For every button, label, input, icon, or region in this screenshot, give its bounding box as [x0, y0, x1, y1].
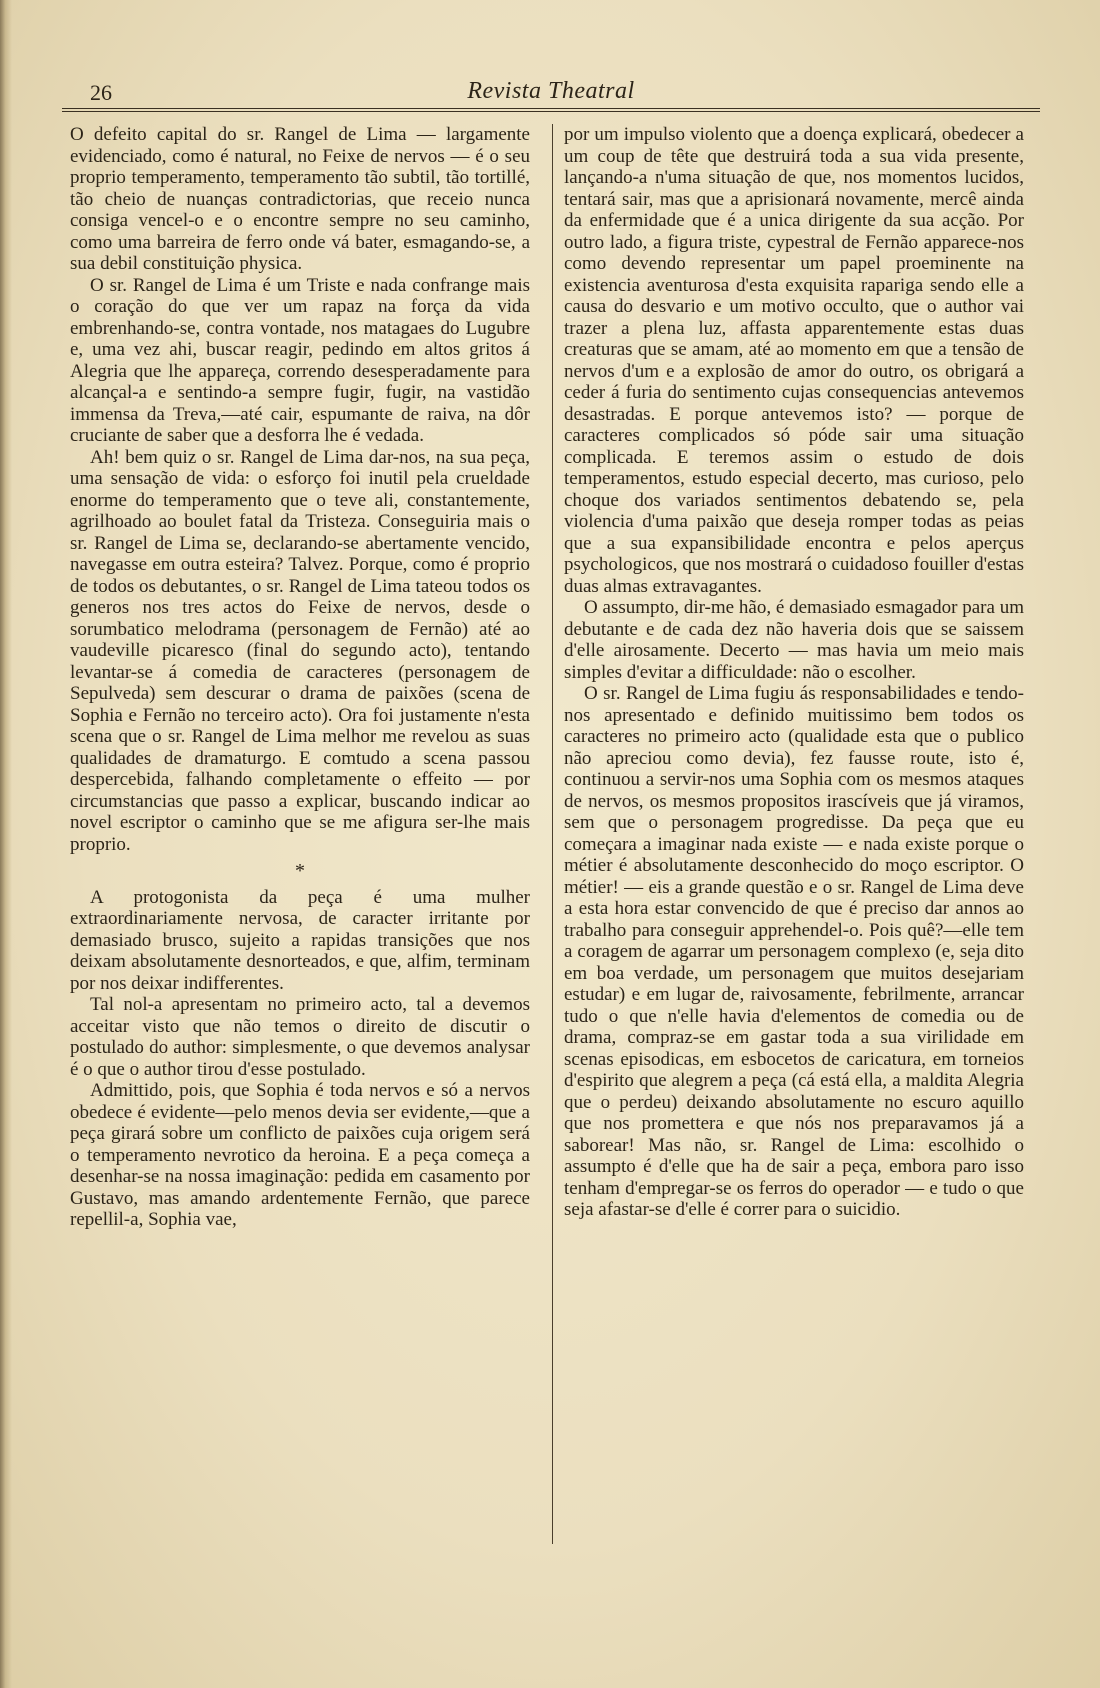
header-rule: [62, 108, 1040, 112]
right-column: [564, 124, 1024, 1221]
paragraph: O defeito capital do sr. Rangel de Lima — largamente evidenciado, como é natural, no Feixe de nervos — é o seu proprio temperamento, temperamento tão subtil, tão tortillé, tão cheio de nuanças contradictorias, que receio nunca consiga vencel-o e o encontre sempre no seu caminho, como uma barreira de ferro onde vá bater, esmagando-se, a sua debil constituição physica.: [70, 124, 530, 274]
paragraph: por um impulso violento que a doença explicará, obedecer a um coup de tête que destruirá toda a sua vida presente, lançando-a n'uma situação de que, nos momentos lucidos, tentará sair, mas que a aprisionará novamente, mercê ainda da enfermidade que é a unica dirigente da sua acção. Por outro lado, a figura triste, cypestral de Fernão apparece-nos como devendo representar um papel proeminente na existencia aventurosa d'esta exquisita raparigа sendo elle a causa do desvario e um motivo occulto, que o author vai trazer a plena luz, affasta apparentemente estas duas creaturas que se amam, até ao momento em que a tensão de nervos d'um e a explosão de amor do outro, os obrigará a ceder á furia do sentimento cujas consequencias antevemos desastradas. E porque antevemos isto? — porque de caracteres complicados só póde sair uma situação complicada. E teremos assim o estudo de dois temperamentos, estudo especial decerto, mas curioso, pelo choque dos variados sentimentos debatendo se, pela violencia d'uma paixão que deseja romper todas as peias que a sua expansibilidade encontra e pelos aperçus psychologicos, que nos mostrará o cuidadoso fouiller d'estas duas almas extravagantes.: [564, 124, 1024, 597]
paragraph: Tal nol-a apresentam no primeiro acto, tal a devemos acceitar visto que não temos o direito de discutir o postulado do author: simplesmente, o que devemos analysar é o que o author tirou d'esse postulado.: [70, 994, 530, 1080]
paragraph: Admittido, pois, que Sophia é toda nervos e só a nervos obedece é evidente—pelo menos devia ser evidente,—que a peça girará sobre um conflicto de paixões cuja origem será o temperamento nevrotico da heroina. E a peça começa a desenhar-se na nossa imaginação: pedida em casamento por Gustavo, mas amando ardentemente Fernão, que parece repellil-a, Sophia vae,: [70, 1080, 530, 1230]
running-header: [62, 78, 1040, 108]
left-column: [70, 124, 530, 1231]
paragraph: O sr. Rangel de Lima é um Triste e nada confrange mais o coração do que ver um rapaz na força da vida embrenhando-se, contra vontade, nos matagaes do Lugubre e, uma vez ahi, buscar reagir, pedindo em altos gritos á Alegria que lhe appareça, correndo desesperadamente para alcançal-a e sentindo-a sempre fugir, fugir, na vastidão immensa da Treva,—até cair, espumante de raiva, na dôr cruciante de saber que a desforra lhe é vedada.: [70, 274, 530, 446]
binding-edge: [0, 0, 12, 1688]
column-divider: [552, 124, 553, 1544]
paragraph: Ah! bem quiz o sr. Rangel de Lima dar-nos, na sua peça, uma sensação de vida: o esforço foi inutil pela crueldade enorme do temperamento que o teve ali, constantemente, agrilhoado ao boulet fatal da Tristeza. Conseguiria mais o sr. Rangel de Lima se, declarando-se abertamente vencido, navegasse em outra esteira? Talvez. Porque, como é proprio de todos os debutantes, o sr. Rangel de Lima tateou todos os generos nos tres actos do Feixe de nervos, desde o sorumbatico melodrama (personagem de Fernão) até ao vaudeville picaresco (final do segundo acto), tentando levantar-se á comedia de caracteres (personagem de Sepulveda) sem descurar o drama de paixões (scena de Sophia e Fernão no terceiro acto). Ora foi justamente n'esta scena que o sr. Rangel de Lima melhor me revelou as suas qualidades de dramaturgo. E comtudo a scena passou despercebida, falhando completamente o effeito — por circumstancias que passo a explicar, buscando indicar ao novel escriptor o caminho que se me afigura ser-lhe mais proprio.: [70, 446, 530, 855]
paragraph: A protogonista da peça é uma mulher extraordinariamente nervosa, de caracter irritante por demasiado brusco, sujeito a rapidas transições que nos deixam absolutamente desnorteados, e que, alfim, terminam por nos deixar indifferentes.: [70, 886, 530, 994]
paragraph: O assumpto, dir-me hão, é demasiado esmagador para um debutante e de cada dez não haveria dois que se saissem d'elle airosamente. Decerto — mas havia um meio mais simples d'evitar a difficuldade: não o escolher.: [564, 597, 1024, 683]
page-number: 26: [90, 80, 112, 105]
paragraph: O sr. Rangel de Lima fugiu ás responsabilidades e tendo-nos apresentado e definido muitissimo bem todos os caracteres no primeiro acto (qualidade esta que o publico não apreciou como devia), fez fausse route, isto é, continuou a servir-nos uma Sophia com os mesmos ataques de nervos, os mesmos propositos irascíveis que já viramos, sem que o personagem progredisse. Da peça que eu começara a imaginar nada existe — e nada existe porque o métier é absolutamente desconhecido do moço escriptor. O métier! — eis a grande questão e o sr. Rangel de Lima deve a esta hora estar convencido de que é preciso dar annos ao trabalho para conseguir apprehendel-o. Pois quê?—elle tem a coragem de agarrar um personagem complexo (e, seja dito em boa verdade, um personagem que muitos desejariam estudar) e em lugar de, raivosamente, febrilmente, arrancar tudo o que n'elle havia d'elementos de comedia ou de drama, compraz-se em gastar toda a sua virilidade em scenas episodicas, em esbocetos de caricatura, em torneios d'espirito que alegrem a peça (cá está ella, a maldita Alegria que o perdeu) deixando absolutamente no escuro aquillo que nos promettera e que nós nos preparavamos já a saborear! Mas não, sr. Rangel de Lima: escolhido o assumpto é d'elle que ha de sair a peça, embora paro isso tenham d'empregar-se os ferros do operador — e tudo o que seja afastar-se d'elle é correr para o suicidio.: [564, 683, 1024, 1220]
section-separator: *: [295, 860, 305, 882]
journal-title: Revista Theatral: [467, 78, 635, 104]
